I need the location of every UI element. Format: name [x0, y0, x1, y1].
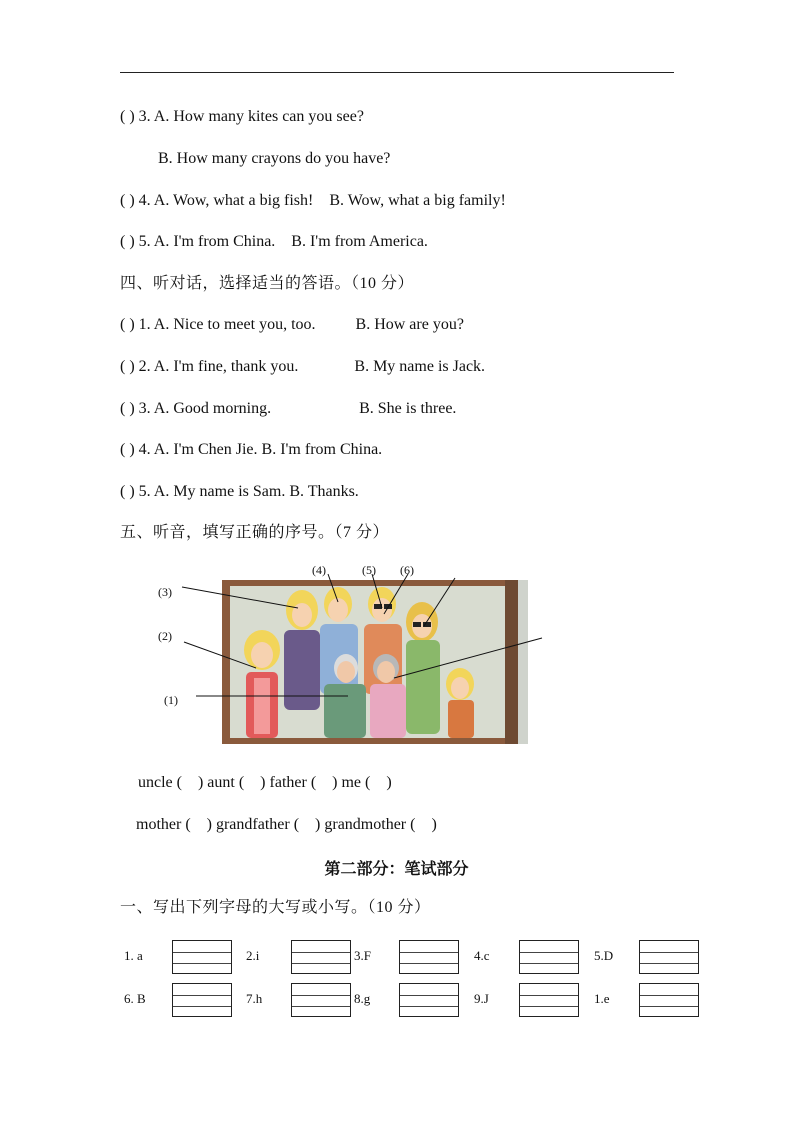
section-4-item-3: ( ) 3. A. Good morning. B. She is three. [120, 400, 457, 417]
letter-answer-box[interactable] [399, 940, 459, 974]
label-2: (2) [158, 629, 172, 643]
letter-prompt: 3.F [354, 948, 371, 963]
letter-answer-box[interactable] [639, 983, 699, 1017]
label-5: (5) [362, 563, 376, 577]
letter-prompt: 5.D [594, 948, 614, 963]
section-4-heading: 四、听对话，选择适当的答语。（10 分） [120, 275, 415, 292]
letters-row-1 [120, 940, 710, 976]
letter-answer-box[interactable] [519, 940, 579, 974]
letter-answer-box[interactable] [172, 940, 232, 974]
section-4-item-1: ( ) 1. A. Nice to meet you, too. B. How are you? [120, 316, 464, 333]
letter-prompt: 6. B [124, 991, 146, 1006]
letter-prompt: 7.h [246, 991, 263, 1006]
label-6: (6) [400, 563, 414, 577]
figure-mother [406, 602, 440, 734]
letter-prompt: 2.i [246, 948, 260, 963]
label-1: (1) [164, 693, 178, 707]
part-2-title: 第二部分：笔试部分 [324, 859, 469, 878]
question-4: ( ) 4. A. Wow, what a big fish! B. Wow, what a big family! [120, 192, 506, 209]
letter-answer-box[interactable] [172, 983, 232, 1017]
letter-prompt: 9.J [474, 991, 489, 1006]
label-3: (3) [158, 585, 172, 599]
section-4-item-2: ( ) 2. A. I'm fine, thank you. B. My name is Jack. [120, 358, 486, 375]
part-2-heading: 一、写出下列字母的大写或小写。（10 分） [120, 899, 431, 916]
letter-prompt: 1. a [124, 948, 143, 963]
question-5: ( ) 5. A. I'm from China. B. I'm from America. [120, 233, 428, 250]
letter-answer-box[interactable] [291, 983, 351, 1017]
letter-answer-box[interactable] [519, 983, 579, 1017]
letter-answer-box[interactable] [639, 940, 699, 974]
letters-row-2 [120, 983, 710, 1019]
section-4-item-4: ( ) 4. A. I'm Chen Jie. B. I'm from China. [120, 441, 383, 458]
fill-line-1: uncle ( ) aunt ( ) father ( ) me ( ) [138, 774, 392, 791]
question-3: ( ) 3. A. How many kites can you see? [120, 108, 364, 125]
figure-girl-right [446, 668, 474, 738]
family-picture [150, 560, 550, 750]
question-3-option-b: B. How many crayons do you have? [158, 150, 391, 167]
letter-answer-box[interactable] [399, 983, 459, 1017]
figure-aunt [284, 590, 320, 710]
letter-prompt: 8.g [354, 991, 371, 1006]
letter-prompt: 1.e [594, 991, 610, 1006]
header-rule [120, 72, 674, 73]
label-4: (4) [312, 563, 326, 577]
section-5-heading: 五、听音，填写正确的序号。（7 分） [120, 524, 390, 541]
section-4-item-5: ( ) 5. A. My name is Sam. B. Thanks. [120, 483, 359, 500]
letter-prompt: 4.c [474, 948, 490, 963]
figure-girl-left [244, 630, 280, 738]
fill-line-2: mother ( ) grandfather ( ) grandmother ( ) [136, 816, 437, 833]
letter-answer-box[interactable] [291, 940, 351, 974]
